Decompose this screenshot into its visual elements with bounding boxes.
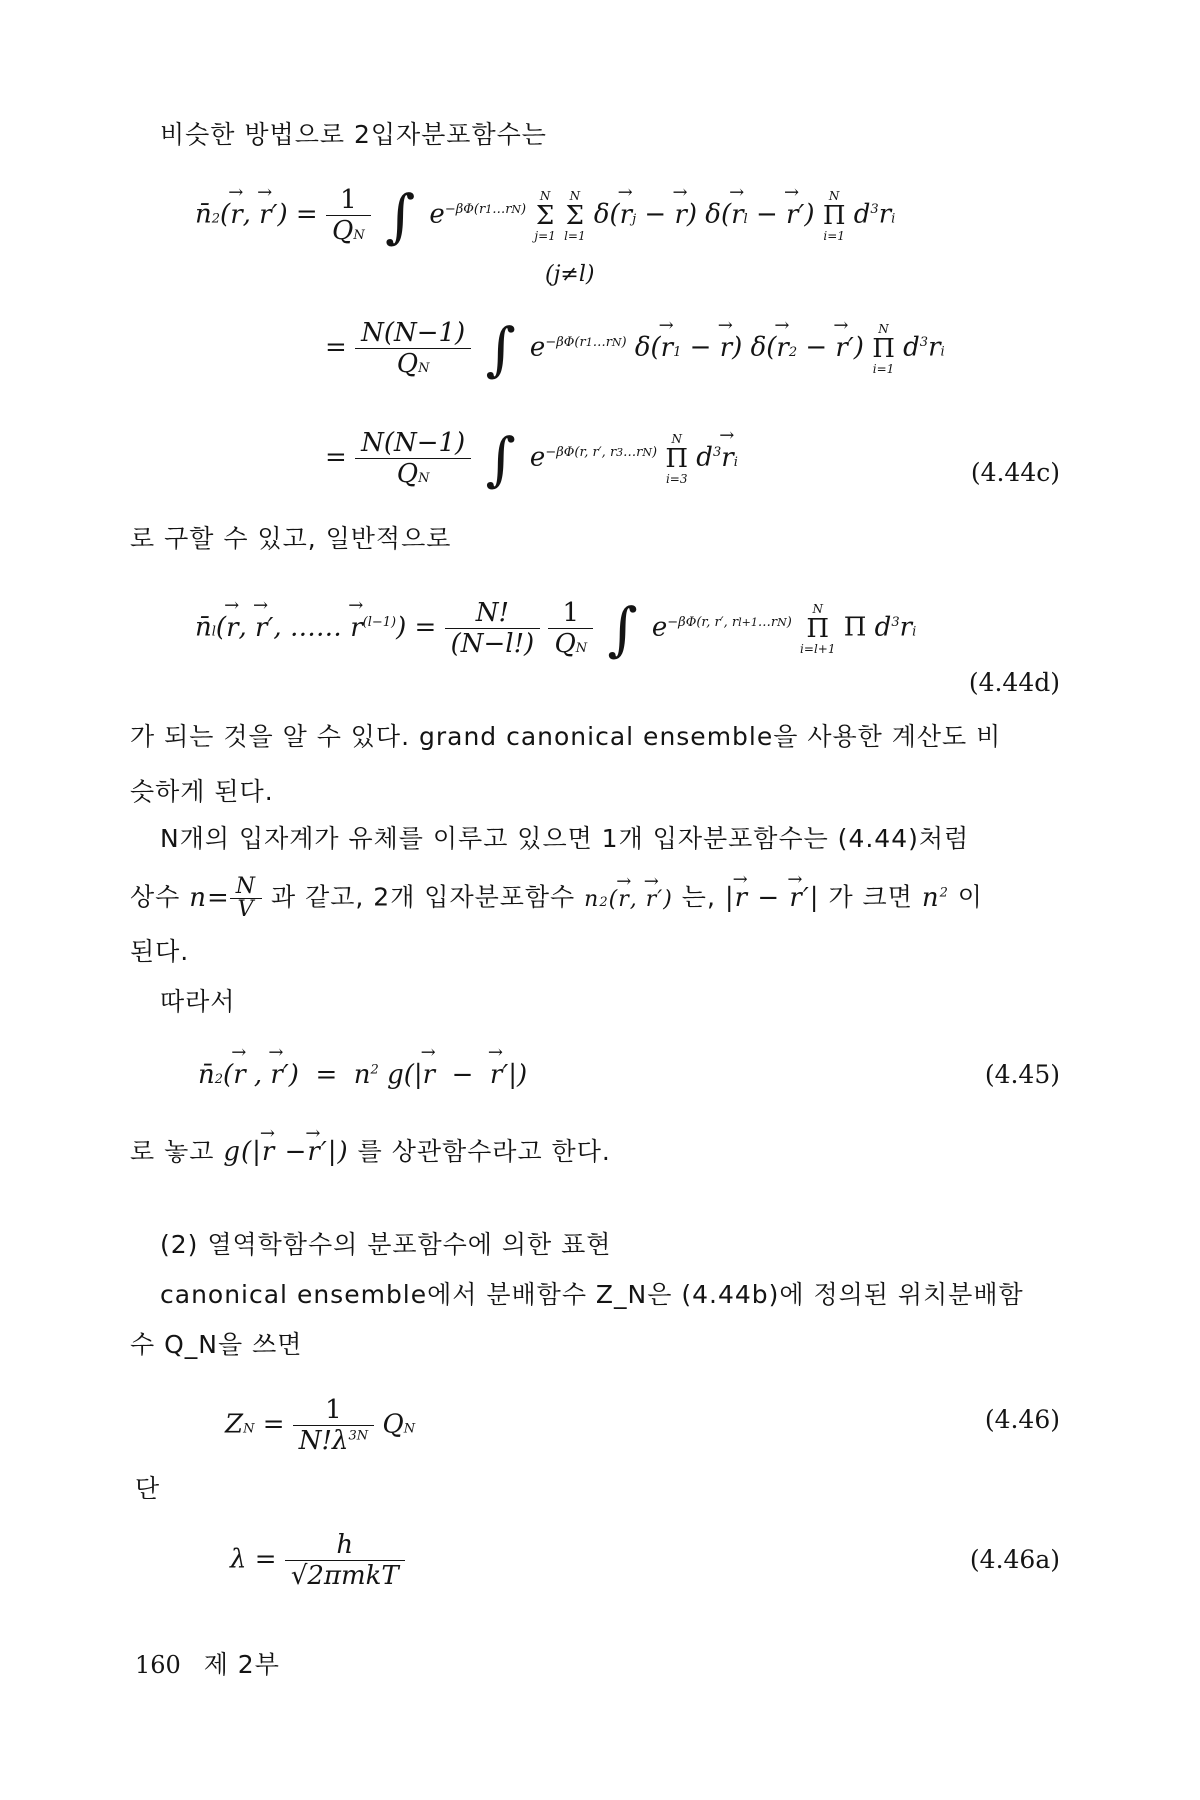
paragraph-1: 비슷한 방법으로 2입자분포함수는 [160, 120, 547, 149]
equation-number-4-45: (4.45) [984, 1060, 1060, 1089]
equation-n2-line2: = $\frac{N(N-1)}{QN}$ ∫ $e^{-\beta\Phi(r1\dots rN)}$ δ(→ r1 − → r) δ(→ r2 − → r′) N Π i=1 $d^3ri$ [325, 318, 945, 379]
text-constant: 상수 [130, 882, 181, 912]
paragraph-6 [130, 1135, 611, 1169]
text-and-two: 과 같고, 2개 입자분포함수 [271, 882, 576, 912]
equation-n2-line3: = $\frac{N(N-1)}{QN}$ ∫ $e^{-\beta\Phi(r, r', r3\dots rN)}$ N Π i=3 $d^3\to$ ri [325, 428, 738, 489]
paragraph-2: 로 구할 수 있고, 일반적으로 [130, 524, 452, 553]
text-if-large: 가 크면 [828, 882, 913, 912]
equation-thermal-wavelength: λ = $\frac{h}{\text{√2πmkT}}$ [230, 1530, 405, 1591]
equation-number-4-46a: (4.46a) [969, 1545, 1060, 1574]
paragraph-4-line3: 된다. [130, 937, 190, 966]
math-g-function: g(|→ r −→ r′|) [223, 1137, 348, 1167]
paragraph-5: 따라서 [160, 987, 236, 1016]
text-comma: 는, [681, 882, 716, 912]
paragraph-7-line2: 수 Q_N을 쓰면 [130, 1330, 303, 1359]
math-n-equals-N-over-V: n= $\frac{N}{V}$ [189, 883, 262, 913]
paragraph-3: 가 되는 것을 알 수 있다. grand canonical ensemble을 사용한 계산도 비 [130, 722, 1002, 751]
equation-condition: (j≠l) [545, 262, 595, 287]
equation-n2-line1: n̄2(→ r, → r′) = $\frac{1}{QN}$ ∫ $e^{-\beta\Phi(r1\dots rN)}$ N Σ j=1 N Σ l=1 δ(→ rj − → r) δ(→ rl − → r′) N Π i=1 $d^3ri$ [195, 185, 895, 246]
math-n-squared: $n^2$ [921, 882, 949, 913]
equation-nl: n̄l(→ r, → r′, …… → $r^{(l-1)}$) = $\frac{N!}{(N-l!)}$ $\frac{1}{QN}$ ∫ $e^{-\beta\Phi(r, r', rl+1\dots rN)}$ N Π i=l+1 Π $d^3ri$ [195, 598, 916, 659]
equation-number-4-44c: (4.44c) [970, 458, 1060, 487]
text-correlation-function: 를 상관함수라고 한다. [357, 1137, 611, 1166]
equation-number-4-44d: (4.44d) [968, 668, 1060, 697]
equation-number-4-46: (4.46) [984, 1405, 1060, 1434]
paragraph-4-line1: N개의 입자계가 유체를 이루고 있으면 1개 입자분포함수는 (4.44)처럼 [160, 824, 970, 853]
text-becomes: 이 [957, 882, 983, 912]
page-footer [135, 1645, 280, 1681]
part-label: 제 2부 [203, 1650, 280, 1679]
math-n2: n2(→ r, → r′) [584, 887, 673, 912]
math-abs-r-diff: |→ r − → r′| [725, 883, 820, 913]
text-setting: 로 놓고 [130, 1137, 215, 1166]
equation-partition-function: ZN = $\frac{1}{N!\lambda^{3N}}$ QN [225, 1395, 416, 1456]
paragraph-4-line2 [130, 876, 983, 921]
paragraph-8: 단 [135, 1474, 161, 1503]
paragraph-3-cont: 슷하게 된다. [130, 777, 274, 806]
paragraph-7-line1: canonical ensemble에서 분배함수 Z_N은 (4.44b)에 정의된 위치분배함 [160, 1280, 1024, 1309]
page-number: 160 [135, 1651, 181, 1679]
equation-correlation: n̄2(→ r , → $r') = n^2$ g(|→ r − → r′|) [198, 1060, 527, 1090]
section-title: (2) 열역학함수의 분포함수에 의한 표현 [160, 1230, 612, 1259]
